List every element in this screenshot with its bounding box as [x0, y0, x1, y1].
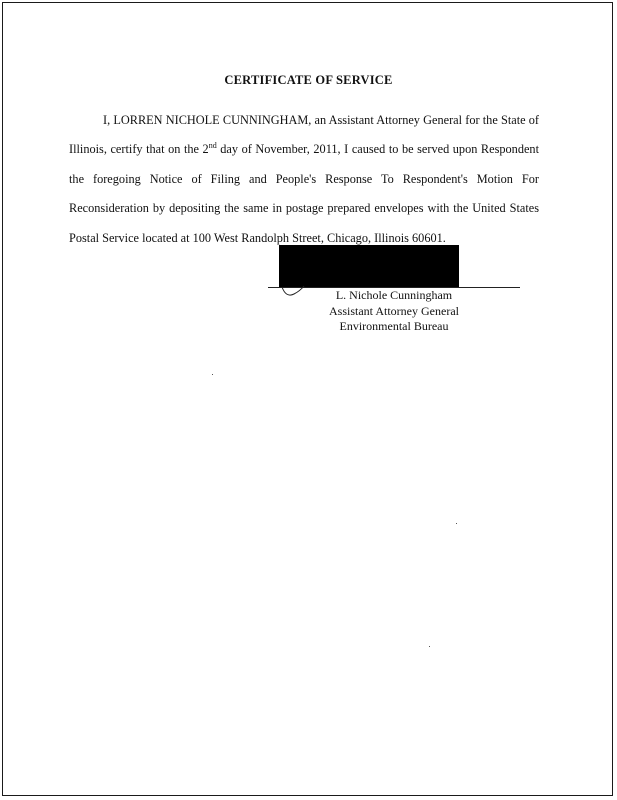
scan-speck: [456, 523, 457, 524]
signer-name: L. Nichole Cunningham: [335, 288, 453, 302]
scan-speck: [429, 646, 430, 647]
scan-speck: [212, 374, 213, 375]
signature-block: [300, 288, 488, 335]
signature-redaction: [279, 245, 459, 287]
certificate-paragraph: [69, 106, 539, 253]
signer-bureau: Environmental Bureau: [339, 319, 449, 333]
paragraph-text-part2: day of November, 2011, I caused to be served upon Respondent the foregoing Notice of Filing and People's Response To Respondent's Motion For Reconsideration by depositing the same in postage prepared envelopes with the United States Postal Service located at 100 West Randolph Street, Chicago, Illinois 60601.: [69, 142, 539, 245]
date-ordinal-suffix: nd: [208, 141, 217, 151]
paragraph-text-part1: I, LORREN NICHOLE CUNNINGHAM, an Assistant Attorney General for the State of Illinois, certify that on the 2: [69, 113, 539, 157]
signer-title: Assistant Attorney General: [329, 303, 459, 318]
document-title: CERTIFICATE OF SERVICE: [224, 73, 393, 87]
